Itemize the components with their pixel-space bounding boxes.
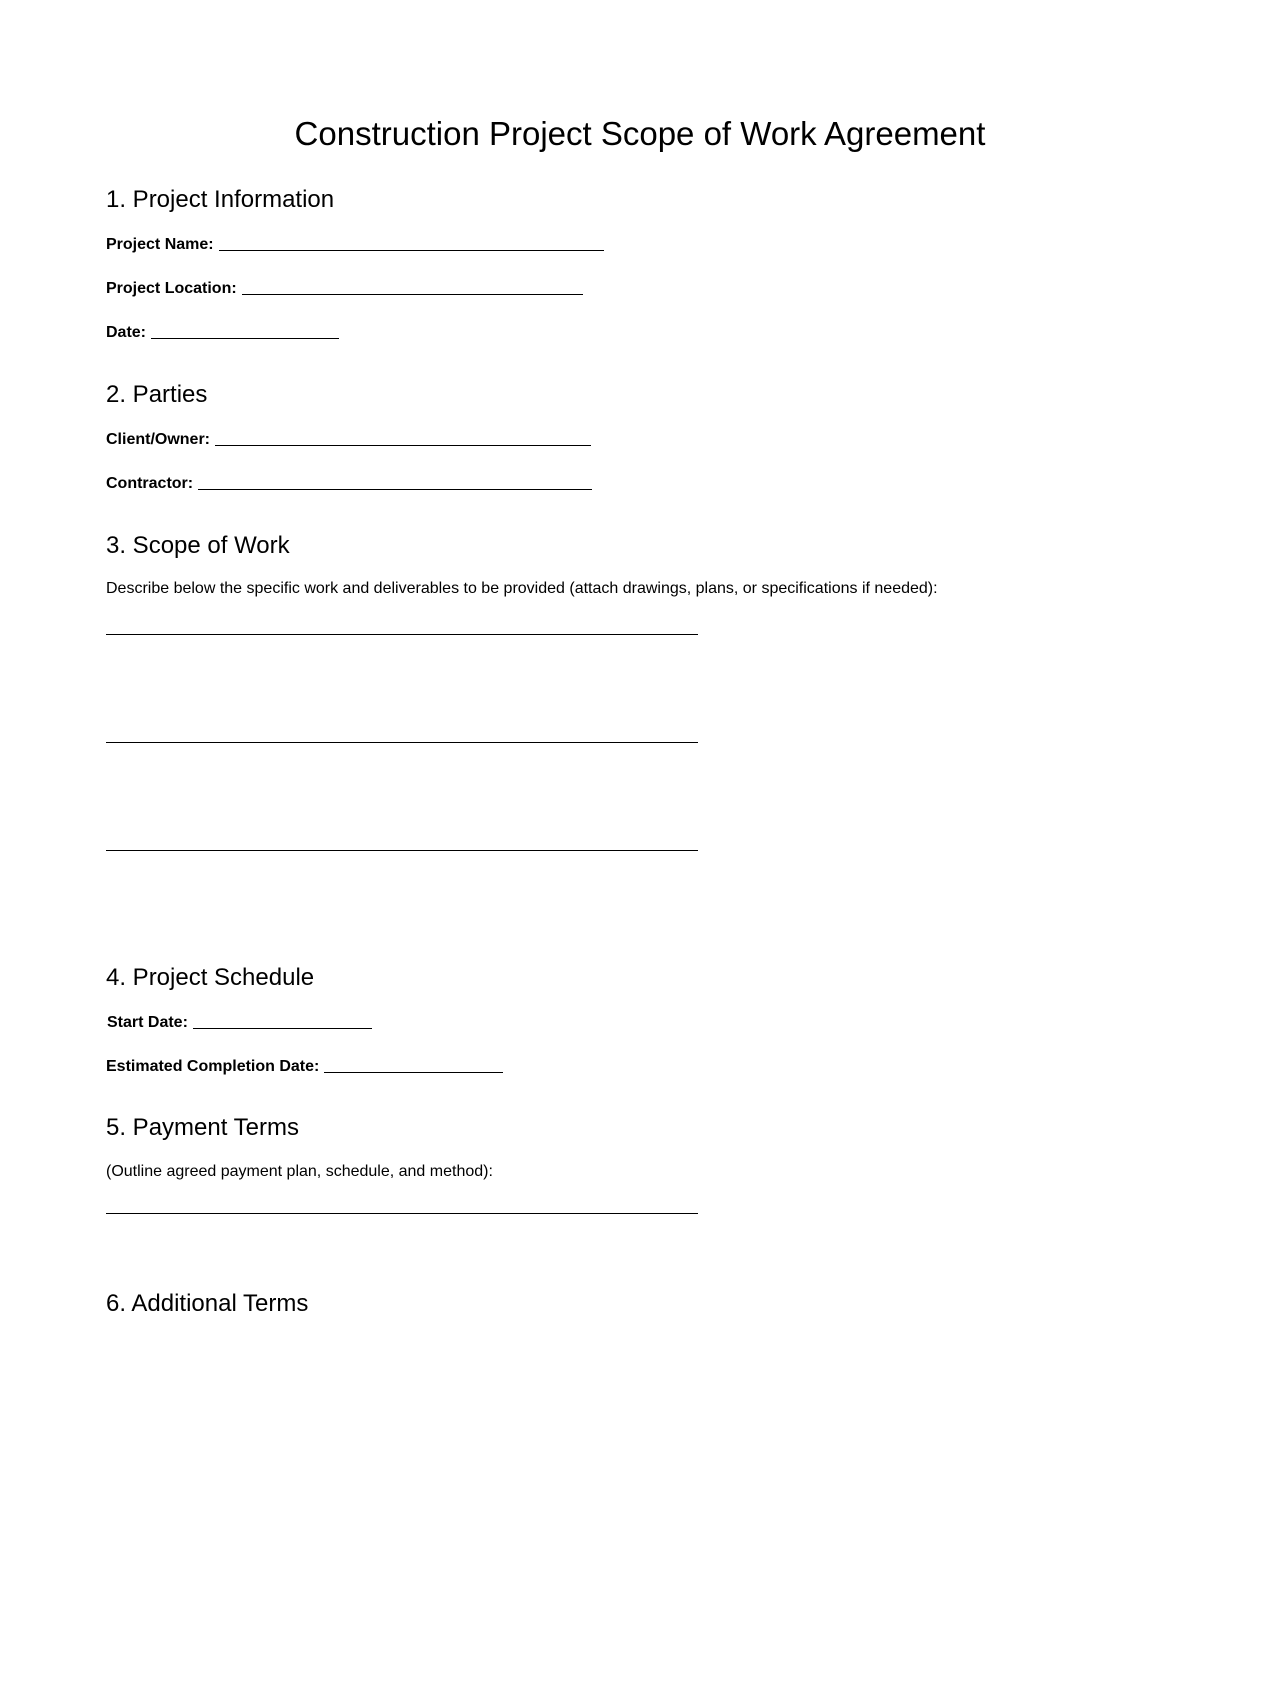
project-name-label: Project Name: [106, 236, 214, 253]
section-heading-additional-terms: 6. Additional Terms [106, 1290, 309, 1317]
project-location-blank[interactable] [242, 279, 583, 295]
project-location-field[interactable] [106, 277, 583, 299]
payment-terms-instruction: (Outline agreed payment plan, schedule, and method): [106, 1163, 493, 1180]
section-heading-project-information: 1. Project Information [106, 186, 335, 213]
project-name-field[interactable] [106, 233, 604, 255]
start-date-blank[interactable] [193, 1013, 372, 1029]
date-label: Date: [106, 324, 147, 341]
estimated-completion-date-label: Estimated Completion Date: [106, 1058, 320, 1075]
date-blank[interactable] [151, 323, 339, 339]
section-heading-scope-of-work: 3. Scope of Work [106, 532, 290, 559]
estimated-completion-date-blank[interactable] [324, 1057, 503, 1073]
document-title: Construction Project Scope of Work Agreement [294, 115, 986, 152]
section-heading-payment-terms: 5. Payment Terms [106, 1114, 299, 1141]
scope-of-work-line-3[interactable] [106, 850, 698, 851]
scope-of-work-instruction: Describe below the specific work and deliverables to be provided (attach drawings, plans, or specifications if needed): [106, 580, 938, 597]
client-owner-field[interactable] [106, 428, 591, 450]
start-date-field[interactable] [107, 1011, 372, 1033]
client-owner-blank[interactable] [215, 430, 591, 446]
client-owner-label: Client/Owner: [106, 431, 211, 448]
payment-terms-line-1[interactable] [106, 1213, 698, 1214]
project-location-label: Project Location: [106, 280, 237, 297]
estimated-completion-date-field[interactable] [106, 1055, 503, 1077]
start-date-label: Start Date: [107, 1014, 188, 1031]
section-heading-project-schedule: 4. Project Schedule [106, 964, 315, 991]
contractor-label: Contractor: [106, 475, 194, 492]
project-name-blank[interactable] [219, 235, 604, 251]
date-field[interactable] [106, 321, 339, 343]
contractor-field[interactable] [106, 472, 592, 494]
section-heading-parties: 2. Parties [106, 381, 208, 408]
scope-of-work-line-1[interactable] [106, 634, 698, 635]
scope-of-work-line-2[interactable] [106, 742, 698, 743]
contractor-blank[interactable] [198, 474, 592, 490]
